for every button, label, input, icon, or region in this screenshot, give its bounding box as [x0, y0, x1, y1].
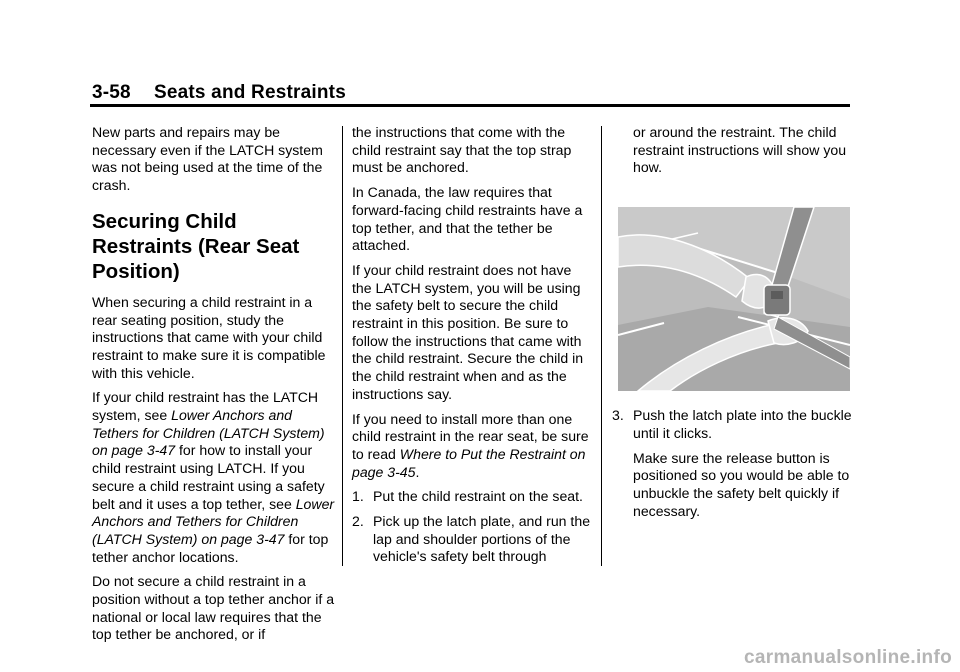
- step-number: 2.: [352, 513, 364, 530]
- paragraph-more-than-one: If you need to install more than one child restraint in the rear seat, be sure to read Where to Put the Restraint on page 3-45.: [352, 410, 589, 480]
- cross-reference-link[interactable]: Lower Anchors and Tethers for Children (LATCH System) on page 3-47: [92, 495, 335, 547]
- page-number: 3-58: [92, 82, 131, 103]
- step-number: 3.: [612, 407, 624, 424]
- paragraph-latch-system: If your child restraint has the LATCH system, see Lower Anchors and Tethers for Children (LATCH System) on page 3-47 for how to install your child restraint using LATCH. If you secure a child restraint using a safety belt and it uses a top tether, see Lower Anchors and Tethers for Children (LATCH System) on page 3-47 for top tether anchor locations.: [92, 389, 335, 565]
- site-watermark: carmanualsonline.info: [744, 647, 952, 668]
- paragraph-top-tether-law: Do not secure a child restraint in a position without a top tether anchor if a national or local law requires that the top tether be anchored, or if: [92, 573, 335, 643]
- step-number: 1.: [352, 488, 364, 505]
- paragraph-no-latch: If your child restraint does not have the LATCH system, you will be using the safety belt to secure the child restraint in this position. Be sure to follow the instructions that came with the child restraint. Secure the child in the child restraint when and as the instructions say.: [352, 261, 584, 402]
- header-rule: [90, 104, 850, 107]
- list-item: [612, 407, 862, 442]
- column-divider-2: [601, 126, 602, 566]
- step-text: Put the child restraint on the seat.: [373, 488, 583, 505]
- section-heading: Securing Child Restraints (Rear Seat Position): [92, 209, 300, 283]
- list-item: [352, 513, 592, 566]
- hands-buckling-latch-plate-icon: [618, 207, 850, 391]
- column-1: [92, 124, 336, 651]
- paragraph-continuation: or around the restraint. The child restraint instructions will show you how.: [633, 124, 847, 176]
- list-item: [352, 488, 592, 506]
- paragraph-canada-law: In Canada, the law requires that forward-facing child restraints have a top tether, and that the tether be attached.: [352, 184, 583, 254]
- paragraph-study-instructions: When securing a child restraint in a rear seating position, study the instructions that came with your child restraint to make sure it is compatible with this vehicle.: [92, 293, 326, 381]
- column-divider-1: [342, 126, 343, 566]
- section-title: Seats and Restraints: [154, 82, 346, 103]
- paragraph-top-strap: the instructions that come with the child restraint say that the top strap must be anchored.: [352, 124, 572, 176]
- steps-list-continued: [612, 407, 862, 442]
- step-text: Pick up the latch plate, and run the lap and shoulder portions of the vehicle's safety belt through: [373, 513, 591, 565]
- cross-reference-link[interactable]: Where to Put the Restraint on page 3-45: [352, 445, 586, 480]
- paragraph-release-button: Make sure the release button is positioned so you would be able to unbuckle the safety belt quickly if necessary.: [633, 449, 850, 519]
- latch-plate-illustration: [618, 207, 850, 391]
- column-3: [612, 124, 862, 527]
- page-header: [92, 82, 346, 104]
- cross-reference-link[interactable]: Lower Anchors and Tethers for Children (LATCH System) on page 3-47: [92, 407, 325, 459]
- column-2: [352, 124, 592, 573]
- step-text: Push the latch plate into the buckle until it clicks.: [633, 407, 852, 441]
- steps-list: [352, 488, 592, 566]
- paragraph-latch-note: New parts and repairs may be necessary even if the LATCH system was not being used at the time of the crash.: [92, 124, 323, 194]
